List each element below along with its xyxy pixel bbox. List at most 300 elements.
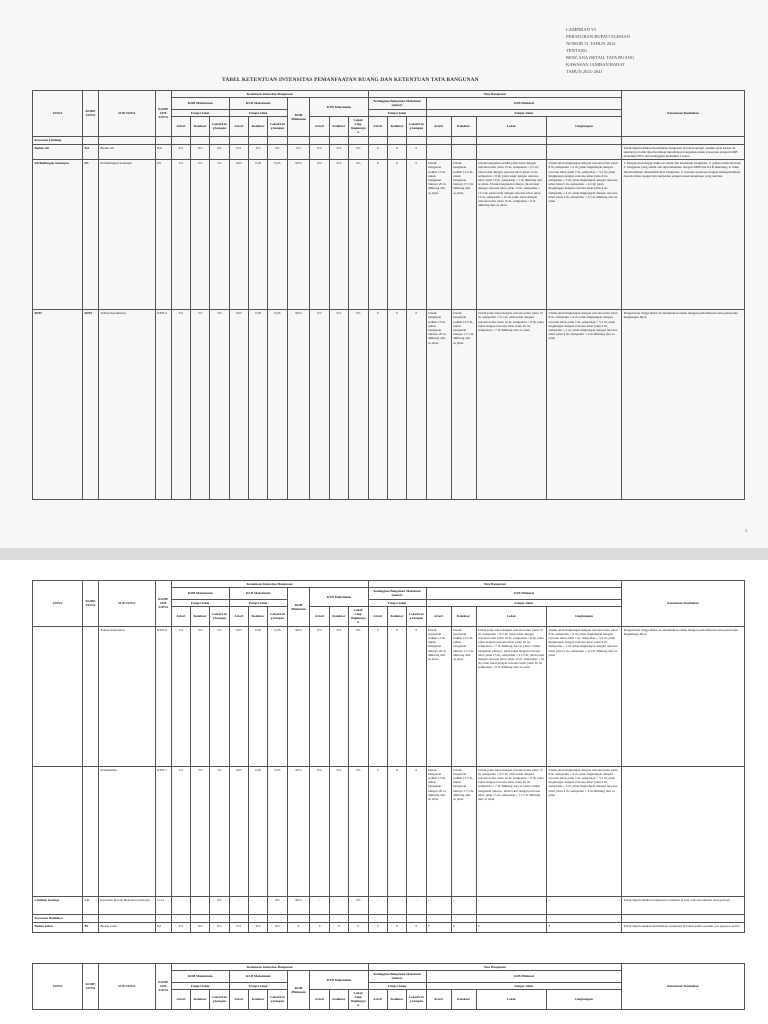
cell-kdb-k: 0%: [191, 144, 210, 160]
header-cell: KDH Minimum: [287, 588, 310, 626]
cell-ktb-l: 0%: [349, 310, 368, 500]
page-number: 2: [745, 528, 748, 533]
header-cell: KODE ZONA: [83, 581, 99, 627]
header-cell: Lokal/Ling kungan: [268, 989, 287, 1009]
cell-gsb-k: 0: [387, 310, 406, 500]
cell-ktb-l: [349, 136, 368, 144]
header-cell: Arteri: [229, 606, 248, 626]
cell-lokal: Untuk jalan lokal dengan rencana lebar jalan 15 m, sempadan = 9,5 m; jalan lokal dengan rencana lebar jalan 12 m, sempadan = 8 m; jalan lokal dengan rencana lebar jalan 10 m, sempadan = 7 m dihitung dari as jalan. Untuk bangunan lainnya, jalan lokal dengan rencana lebar jalan 15 m, sempadan = 11,5 m; jalan lokal dengan rencana lebar jalan 12 m, sempadan = 10 m; jalan lokal dengan rencana lebar jalan 10 m, sempadan = 9 m dihitung dari as jalan: [476, 626, 546, 766]
cell-klb-a: 0,05: [229, 310, 248, 500]
header-cell: Kolektor: [387, 989, 406, 1009]
header-cell: Fungsi Jalan: [368, 109, 426, 116]
header-cell: Fungsi Jalan: [426, 109, 622, 116]
header-line: KAWASAN JAMBAN BARAT: [566, 62, 625, 67]
cell-tambahan: Tidak diperbolehkan mendirikan bangunan di badan jalan, kecuali pos jaga/pos polisi: [622, 922, 745, 932]
cell-sub: Pemakaman: [98, 766, 155, 896]
header-cell: Lokal/Ling kungan: [268, 116, 287, 136]
cell-ktb-k: 0%: [329, 626, 348, 766]
cell-gsb-l: 0: [407, 626, 426, 766]
header-cell: KLB Maksimum: [229, 971, 287, 982]
header-cell: Kolektor: [387, 606, 406, 626]
header-cell: Lokal/Ling kungan: [210, 989, 229, 1009]
cell-klb-k: 0%: [248, 144, 267, 160]
regulation-table-page2: [32, 580, 745, 933]
header-cell: KTB Maksimum: [310, 588, 368, 607]
table-row: [33, 896, 745, 914]
header-cell: Fungsi Jalan: [368, 982, 426, 989]
header-cell: Fungsi Jalan: [426, 982, 622, 989]
cell-tb-k: [451, 136, 476, 144]
header-cell: Ketinggian Bangunan Maksimal (meter): [368, 588, 426, 599]
cell-kdb-a: 5%: [171, 160, 190, 310]
header-cell: Arteri: [171, 116, 190, 136]
cell-klb-a: -: [229, 896, 248, 914]
header-cell: KDH Minimum: [287, 98, 310, 136]
cell-klb-l: 0,05: [268, 160, 287, 310]
cell-kdb-l: 0%: [210, 144, 229, 160]
header-cell: KTB Maksimum: [310, 98, 368, 117]
document-title: TABEL KETENTUAN INTENSITAS PEMANFAATAN RUANG DAN KETENTUAN TATA BANGUNAN: [222, 77, 479, 83]
cell-lokal: Untuk jalan lokal dengan rencana lebar jalan 15 m, sempadan = 9,5 m; jalan lokal dengan rencana lebar jalan 12 m, sempadan = 8 m; jalan lokal dengan rencana lebar jalan 10 m, sempadan = 7 m dihitung dari as jalan. Untuk bangunan lainnya, jalan lokal dengan rencana lebar jalan 15 m, sempadan = 11,5 m dihitung dari as jalan: [476, 766, 546, 896]
header-line: PERATURAN BUPATI SLEMAN: [566, 34, 630, 39]
header-cell: Fungsi Jalan: [229, 982, 287, 989]
header-cell: Lokal/Ling kungan: [268, 606, 287, 626]
cell-lingkungan: Untuk jalan lingkungan dengan rencana lebar jalan 8 m, sempadan = 6 m; jalan lingkungan dengan rencana lebar jalan 7 m, sempadan = 5,5 m; jalan lingkungan dengan rencana lebar jalan 6 m, sempadan = 5 m; jalan lingkungan dengan rencana lebar jalan 4 m, sempadan = 4 m dihitung dari as jalan: [546, 766, 621, 896]
header-cell: Kolektor: [451, 606, 476, 626]
cell-klb-l: [268, 914, 287, 922]
header-cell: Tata Bangunan: [368, 581, 622, 588]
cell-kdb-k: 5%: [191, 766, 210, 896]
cell-sub: [98, 914, 155, 922]
cell-kdb-a: [171, 136, 190, 144]
cell-zona: [33, 626, 83, 766]
cell-kdb-a: 5%: [171, 766, 190, 896]
header-cell: Ketentuan Intensitas Bangunan: [171, 581, 368, 588]
header-cell: Kolektor: [248, 989, 267, 1009]
cell-kdb-k: 5%: [191, 160, 210, 310]
header-cell: Lokal/Ling kungan: [407, 116, 426, 136]
header-cell: GSB Minimal: [426, 971, 622, 982]
cell-gsb-a: [368, 136, 387, 144]
header-line: TAHUN 2021-2041: [566, 69, 603, 74]
table-row: [33, 766, 745, 896]
cell-kode: [83, 914, 99, 922]
header-cell: Lingkungan: [546, 989, 621, 1009]
cell-gsb-a: 0: [368, 922, 387, 932]
header-cell: Ketentuan Tambahan: [622, 581, 745, 627]
cell-gsb-k: 0: [387, 144, 406, 160]
cell-tb-a: Untuk bangunan sedikit 15 m, untuk bangunan lainnya 20 m dihitung dari as jalan: [426, 160, 451, 310]
cell-kode: BJ: [83, 922, 99, 932]
cell-gsb-k: -: [387, 896, 406, 914]
cell-klb-l: 0%: [268, 144, 287, 160]
header-cell: Ketinggian Bangunan Maksimal (meter): [368, 971, 426, 982]
cell-kode: [83, 766, 99, 896]
header-cell: Arteri: [310, 116, 329, 136]
cell-gsb-l: 0: [407, 160, 426, 310]
cell-kdb-a: 0%: [171, 922, 190, 932]
cell-klb-a: 0,05: [229, 160, 248, 310]
cell-zona: Kawasan Budidaya: [33, 914, 83, 922]
header-cell: KLB Maksimum: [229, 98, 287, 109]
cell-gsb-k: 0: [387, 160, 406, 310]
header-cell: Tata Bangunan: [368, 964, 622, 971]
table-row: [33, 144, 745, 160]
header-cell: Kolektor: [248, 606, 267, 626]
cell-klb-k: 0,05: [248, 310, 267, 500]
cell-tb-k: [451, 144, 476, 160]
cell-zona: Badan Jalan: [33, 922, 83, 932]
cell-tb-a: Untuk bangunan sedikit 15 m, untuk bangunan lainnya 20 m dihitung dari as jalan: [426, 310, 451, 500]
header-cell: Arteri: [229, 116, 248, 136]
cell-gsb-a: 0: [368, 160, 387, 310]
cell-gsb-l: 0: [407, 922, 426, 932]
table-header: [33, 581, 745, 627]
cell-lingkungan: -: [546, 896, 621, 914]
header-cell: Kolektor: [248, 116, 267, 136]
cell-zona: Lindung Geologi: [33, 896, 83, 914]
cell-gsb-l: 0: [407, 766, 426, 896]
cell-kode-sub: PS: [155, 160, 171, 310]
cell-tb-k: Untuk bangunan sedikit 12,5 m, untuk bangunan lainnya 17,5 m dihitung dari as jalan: [451, 626, 476, 766]
cell-kdh: 0: [287, 922, 310, 932]
cell-ktb-l: 0: [349, 922, 368, 932]
cell-kode-sub: BJ: [155, 922, 171, 932]
cell-kdh: 0%: [287, 144, 310, 160]
cell-kdb-l: 5%: [210, 626, 229, 766]
cell-ktb-k: 0%: [329, 160, 348, 310]
header-cell: Arteri: [310, 989, 329, 1009]
cell-kdb-l: 0%: [210, 896, 229, 914]
cell-zona: Badan Air: [33, 144, 83, 160]
cell-ktb-k: [329, 136, 348, 144]
cell-gsb-l: 0: [407, 144, 426, 160]
cell-klb-k: 0,05: [248, 160, 267, 310]
cell-ktb-a: 0: [310, 922, 329, 932]
cell-kdh: 90%: [287, 626, 310, 766]
table-row: [33, 626, 745, 766]
page-2: [0, 560, 768, 1024]
header-cell: Kolektor: [329, 116, 348, 136]
header-cell: Fungsi Jalan: [171, 599, 229, 606]
header-cell: KODE SUB ZONA: [155, 581, 171, 627]
cell-gsb-k: 0: [387, 766, 406, 896]
cell-ktb-l: 0%: [349, 626, 368, 766]
cell-tb-a: [426, 136, 451, 144]
cell-kode: BA: [83, 144, 99, 160]
cell-sub: Taman Kelurahan: [98, 626, 155, 766]
cell-kdb-k: 0%: [191, 922, 210, 932]
cell-kode-sub: RTH-6: [155, 626, 171, 766]
header-cell: Arteri: [171, 989, 190, 1009]
cell-tb-k: Untuk bangunan sedikit 12,5 m, untuk bangunan lainnya 17,5 m dihitung dari as jalan: [451, 766, 476, 896]
cell-sub: Taman Kecamatan: [98, 310, 155, 500]
cell-klb-l: 0,05: [268, 626, 287, 766]
header-cell: SUB ZONA: [98, 91, 155, 137]
header-line: NOMOR 51 TAHUN 2021: [566, 41, 616, 46]
table-row: [33, 160, 745, 310]
cell-gsb-l: -: [407, 896, 426, 914]
header-cell: Arteri: [368, 116, 387, 136]
header-cell: Arteri: [368, 606, 387, 626]
header-cell: Lokal/ Ling. lingkungan: [349, 989, 368, 1009]
cell-kode: [83, 626, 99, 766]
table-row: [33, 922, 745, 932]
cell-lokal: [476, 914, 546, 922]
cell-tb-k: [451, 914, 476, 922]
cell-tb-k: Untuk bangunan sedikit 12,5 m, untuk bangunan lainnya 17,5 m dihitung dari as jalan: [451, 310, 476, 500]
cell-klb-a: 0,05: [229, 766, 248, 896]
header-cell: KDH Minimum: [287, 971, 310, 1009]
header-cell: KDB Maksimum: [171, 98, 229, 109]
header-cell: ZONA: [33, 581, 83, 627]
header-cell: Arteri: [310, 606, 329, 626]
header-cell: Arteri: [426, 989, 451, 1009]
cell-zona: Perlindungan Setempat: [33, 160, 83, 310]
header-cell: Fungsi Jalan: [229, 599, 287, 606]
cell-klb-l: 0%: [268, 896, 287, 914]
cell-gsb-a: 0: [368, 626, 387, 766]
cell-zona: Kawasan Lindung: [33, 136, 83, 144]
cell-kdb-l: 0%: [210, 922, 229, 932]
header-cell: Lokal: [476, 989, 546, 1009]
cell-gsb-k: [387, 914, 406, 922]
cell-kode: LG: [83, 896, 99, 914]
header-cell: Kolektor: [451, 989, 476, 1009]
cell-sub: Badan Jalan: [98, 922, 155, 932]
cell-gsb-l: 0: [407, 310, 426, 500]
cell-kdb-l: 5%: [210, 310, 229, 500]
header-cell: Lokal/Ling kungan: [407, 606, 426, 626]
cell-gsb-k: 0: [387, 922, 406, 932]
header-cell: ZONA: [33, 964, 83, 1010]
cell-kdb-l: [210, 914, 229, 922]
regulation-table-page1: [32, 90, 745, 500]
cell-kdh: 90%: [287, 766, 310, 896]
cell-lingkungan: [546, 144, 621, 160]
regulation-table-header-repeat: [32, 963, 745, 1010]
cell-kdb-a: -: [171, 896, 190, 914]
header-cell: Arteri: [229, 989, 248, 1009]
cell-tb-a: Untuk bangunan sedikit 15 m, untuk bangunan lainnya 20 m dihitung dari as jalan: [426, 766, 451, 896]
header-cell: Kolektor: [191, 989, 210, 1009]
cell-tb-a: [426, 144, 451, 160]
cell-ktb-l: 0%: [349, 144, 368, 160]
cell-kdh: 90%: [287, 160, 310, 310]
cell-ktb-l: 0%: [349, 160, 368, 310]
header-cell: Fungsi Jalan: [426, 599, 622, 606]
cell-sub: Perlindungan Setempat: [98, 160, 155, 310]
header-cell: Kolektor: [387, 116, 406, 136]
header-cell: Fungsi Jalan: [229, 109, 287, 116]
cell-lingkungan: [546, 136, 621, 144]
header-cell: Fungsi Jalan: [171, 109, 229, 116]
header-cell: Kolektor: [191, 116, 210, 136]
cell-kode: RTH: [83, 310, 99, 500]
cell-kdh: [287, 136, 310, 144]
header-cell: Lingkungan: [546, 606, 621, 626]
header-cell: KODE SUB ZONA: [155, 964, 171, 1010]
cell-ktb-l: [349, 914, 368, 922]
cell-ktb-l: 0%: [349, 896, 368, 914]
header-cell: Ketentuan Intensitas Bangunan: [171, 964, 368, 971]
table-row: [33, 914, 745, 922]
cell-gsb-l: [407, 914, 426, 922]
header-line: LAMPIRAN VI: [566, 27, 596, 32]
cell-kdb-k: [191, 914, 210, 922]
cell-kode-sub: RTH-7: [155, 766, 171, 896]
cell-gsb-a: [368, 914, 387, 922]
header-cell: SUB ZONA: [98, 964, 155, 1010]
cell-klb-a: 0,05: [229, 626, 248, 766]
cell-gsb-a: 0: [368, 766, 387, 896]
cell-tambahan: Tidak diperbolehkan mendirikan bangunan di badan sungai, namun pada badan air sekitarnya boleh diperbolehkan mendirikan bangunan untuk prasarana dengan KDB maksimal 50% dan ketinggian maksimal 2 lantai: [622, 144, 745, 160]
header-line: TENTANG: [566, 48, 588, 53]
cell-tb-k: Untuk bangunan sedikit 12,5 m, untuk bangunan lainnya 17,5 m dihitung dari as jalan: [451, 160, 476, 310]
cell-ktb-a: 0%: [310, 626, 329, 766]
header-cell: Lokal/Ling kungan: [407, 989, 426, 1009]
header-cell: GSB Minimal: [426, 98, 622, 109]
cell-kdb-l: 5%: [210, 160, 229, 310]
header-cell: KLB Maksimum: [229, 588, 287, 599]
cell-gsb-a: -: [368, 896, 387, 914]
cell-kode: PS: [83, 160, 99, 310]
header-cell: Lingkungan: [546, 116, 621, 136]
lampiran-header: [566, 26, 716, 75]
cell-tambahan: Tidak diperbolehkan bangunan permanen di luar zona kecamatan atau geologi: [622, 896, 745, 914]
cell-kdh: 90%: [287, 896, 310, 914]
cell-sub: Kawasan Rawan Bencana (Geologi): [98, 896, 155, 914]
cell-kdb-k: -: [191, 896, 210, 914]
cell-kode-sub: [155, 136, 171, 144]
header-cell: Lokal: [476, 606, 546, 626]
cell-ktb-k: 0%: [329, 766, 348, 896]
cell-sub: Badan Air: [98, 144, 155, 160]
cell-lokal: [476, 144, 546, 160]
cell-klb-a: [229, 914, 248, 922]
header-cell: Lokal/ Ling. lingkungan: [349, 116, 368, 136]
cell-lokal: Untuk jalan lokal dengan rencana lebar jalan 15 m, sempadan = 9,5 m; jalan lokal dengan rencana lebar jalan 12 m, sempadan = 8 m; jalan lokal dengan rencana lebar jalan 10 m, sempadan = 7 m dihitung dari as jalan: [476, 310, 546, 500]
header-cell: Lokal: [476, 116, 546, 136]
cell-kode-sub: RTH-4: [155, 310, 171, 500]
cell-ktb-a: [310, 136, 329, 144]
cell-tb-a: 0: [426, 922, 451, 932]
cell-klb-k: 0%: [248, 922, 267, 932]
header-cell: Arteri: [426, 116, 451, 136]
cell-kdb-k: 5%: [191, 626, 210, 766]
cell-lingkungan: Untuk jalan lingkungan dengan rencana lebar jalan 8 m, sempadan = 6 m; jalan lingkungan dengan rencana lebar jalan 7 m, sempadan = 5,5 m; jalan lingkungan dengan rencana lebar jalan 6 m, sempadan = 5 m; jalan lingkungan dengan rencana lebar jalan 4 m, sempadan = 4 m dihitung dari as jalan: [546, 310, 621, 500]
header-cell: GSB Minimal: [426, 588, 622, 599]
cell-gsb-a: 0: [368, 310, 387, 500]
cell-lokal: [476, 136, 546, 144]
header-cell: Arteri: [426, 606, 451, 626]
cell-klb-l: [268, 136, 287, 144]
cell-gsb-l: [407, 136, 426, 144]
cell-ktb-k: 0: [329, 922, 348, 932]
cell-kdb-l: [210, 136, 229, 144]
cell-tb-k: -: [451, 896, 476, 914]
header-cell: SUB ZONA: [98, 581, 155, 627]
cell-klb-k: [248, 914, 267, 922]
header-cell: Kolektor: [329, 989, 348, 1009]
cell-ktb-a: 0%: [310, 160, 329, 310]
cell-klb-l: 0%: [268, 922, 287, 932]
header-cell: Kolektor: [451, 116, 476, 136]
header-line: RENCANA DETAIL TATA RUANG: [566, 55, 635, 60]
cell-tambahan: [622, 136, 745, 144]
header-cell: Fungsi Jalan: [368, 599, 426, 606]
header-cell: Lokal/Ling kungan: [210, 116, 229, 136]
cell-sub: [98, 136, 155, 144]
cell-kdb-a: [171, 914, 190, 922]
header-cell: KDB Maksimum: [171, 971, 229, 982]
cell-ktb-a: 0%: [310, 310, 329, 500]
cell-klb-k: 0,05: [248, 766, 267, 896]
cell-tb-k: 0: [451, 922, 476, 932]
cell-kode-sub: BA: [155, 144, 171, 160]
cell-lingkungan: Untuk jalan lingkungan dengan rencana lebar jalan 8 m, sempadan = 6 m; jalan lingkungan dengan rencana lebar jalan 7 m, sempadan = 5,5 m; jalan lingkungan dengan rencana lebar jalan 6 m, sempadan = 5 m; jalan lingkungan dengan rencana lebar jalan 5 m, sempadan = 4,5 m; jalan lingkungan dengan rencana lebar jalan 4 m, sempadan = 4 m; jalan lingkungan dengan rencana lebar jalan 3 m, sempadan = 3,5 m dihitung dari as jalan: [546, 160, 621, 310]
cell-lingkungan: 0: [546, 922, 621, 932]
cell-kode-sub: [155, 914, 171, 922]
cell-klb-a: [229, 136, 248, 144]
cell-kdb-k: [191, 136, 210, 144]
table-row: [33, 310, 745, 500]
header-cell: KODE ZONA: [83, 964, 99, 1010]
cell-kdb-a: 5%: [171, 626, 190, 766]
header-cell: Ketentuan Intensitas Bangunan: [171, 91, 368, 98]
cell-klb-a: 0%: [229, 922, 248, 932]
header-cell: Ketinggian Bangunan Maksimal (meter): [368, 98, 426, 109]
cell-kode-sub: LG-1: [155, 896, 171, 914]
cell-ktb-k: [329, 914, 348, 922]
table-row: [33, 136, 745, 144]
cell-lingkungan: Untuk jalan lingkungan dengan rencana lebar jalan 8 m, sempadan = 6 m; jalan lingkungan dengan rencana lebar jalan 7 m, sempadan = 5,5 m; jalan lingkungan dengan rencana lebar jalan 6 m, sempadan = 5 m; jalan lingkungan dengan rencana lebar jalan 5 m, sempadan = 4,5 m dihitung dari as jalan: [546, 626, 621, 766]
cell-tb-a: [426, 914, 451, 922]
table-header: [33, 964, 745, 1010]
header-cell: KODE SUB ZONA: [155, 91, 171, 137]
cell-kdb-a: 0%: [171, 144, 190, 160]
header-cell: KTB Maksimum: [310, 971, 368, 990]
cell-ktb-a: [310, 914, 329, 922]
cell-tambahan: Pengelolaan tinggi muka air diutamakan untuk dengan pemeliharaan dan pelestarian lingkungan hijau: [622, 626, 745, 766]
cell-ktb-a: -: [310, 896, 329, 914]
cell-ktb-l: 0%: [349, 766, 368, 896]
cell-kdh: [287, 914, 310, 922]
cell-tb-a: -: [426, 896, 451, 914]
table-body: [33, 626, 745, 932]
header-cell: Lokal/ Ling. lingkungan: [349, 606, 368, 626]
cell-tambahan: 1. Pengelolaan tinggi muka air tanah dan ketentuan bangunan; 2. galian tanah dibatasi; 3. bangunan yang sudah ada dipertahankan dengan KDB dan KLB eksisting; 4. tidak diperbolehkan menambah luas bangunan; 5. rencana penataan dengan memperhatikan daerah aliran sungai dan sempadan sungai sesuai ketentuan yang berlaku: [622, 160, 745, 310]
cell-zona: RTH: [33, 310, 83, 500]
cell-lokal: 0: [476, 922, 546, 932]
cell-kdb-l: 5%: [210, 766, 229, 896]
header-cell: Arteri: [171, 606, 190, 626]
cell-tambahan: Pengelolaan tinggi muka air diutamakan untuk dengan pemeliharaan dan pelestarian lingkungan hijau: [622, 310, 745, 500]
table-header: [33, 91, 745, 137]
cell-ktb-k: -: [329, 896, 348, 914]
cell-zona: [33, 766, 83, 896]
cell-gsb-k: 0: [387, 626, 406, 766]
cell-lingkungan: [546, 914, 621, 922]
table-body: [33, 136, 745, 500]
cell-klb-k: 0,05: [248, 626, 267, 766]
cell-klb-a: 0%: [229, 144, 248, 160]
header-cell: Ketentuan Tambahan: [622, 964, 745, 1010]
header-cell: Lokal/Ling kungan: [210, 606, 229, 626]
cell-klb-l: 0,05: [268, 310, 287, 500]
cell-kode: [83, 136, 99, 144]
cell-ktb-k: 0%: [329, 310, 348, 500]
